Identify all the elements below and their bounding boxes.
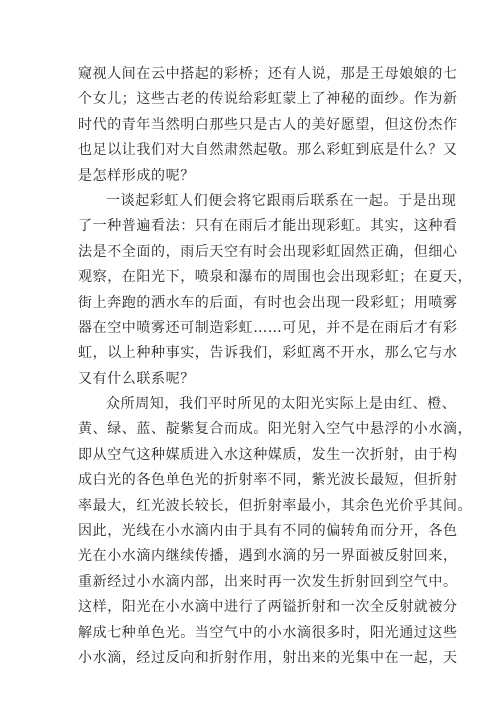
text-line: 众所周知，我们平时所见的太阳光实际上是由红、橙、 [106, 396, 457, 413]
text-line: 虹，以上种种事实，告诉我们，彩虹离不开水，那么它与水 [78, 345, 458, 362]
text-line: 因此，光线在小水滴内由于具有不同的偏转角而分开，各色 [78, 523, 458, 540]
text-line: 器在空中喷雾还可制造彩虹……可见，并不是在雨后才有彩 [78, 319, 458, 336]
text-line: 率最大，红光波长较长，但折射率最小，其余色光价乎其间。 [78, 497, 473, 514]
text-line: 重新经过小水滴内部，出来时再一次发生折射回到空气中。 [78, 573, 458, 590]
text-line: 小水滴，经过反向和折射作用，射出来的光集中在一起，天 [78, 649, 458, 666]
paragraph-3 [78, 392, 473, 671]
text-line: 光在小水滴内继续传播，遇到水滴的另一界面被反射回来， [78, 548, 458, 565]
text-line: 街上奔跑的洒水车的后面，有时也会出现一段彩虹；用喷雾 [78, 294, 458, 311]
paragraph-2 [78, 189, 473, 392]
text-line: 即从空气这种媒质进入水这种媒质，发生一次折射，由于构 [78, 446, 458, 463]
text-line: 这样，阳光在小水滴中进行了两镒折射和一次全反射就被分 [78, 599, 458, 616]
text-line: 个女儿；这些古老的传说给彩虹蒙上了神秘的面纱。作为新 [78, 91, 458, 108]
text-line: 一谈起彩虹人们便会将它跟雨后联系在一起。于是出现 [106, 192, 457, 209]
text-line: 也足以让我们对大自然肃然起敬。那么彩虹到底是什么？又 [78, 142, 458, 159]
text-line: 成白光的各色单色光的折射率不同，紫光波长最短，但折射 [78, 472, 458, 489]
text-line: 观察，在阳光下，喷泉和瀑布的周围也会出现彩虹；在夏天， [78, 269, 473, 286]
paragraph-1 [78, 62, 458, 189]
text-line: 窥视人间在云中搭起的彩桥；还有人说，那是王母娘娘的七 [78, 66, 458, 82]
text-line: 了一种普遍看法：只有在雨后才能出现彩虹。其实，这种看 [78, 218, 458, 235]
text-line: 时代的青年当然明白那些只是古人的美好愿望，但这份杰作 [78, 116, 458, 133]
text-line: 解成七种单色光。当空气中的小水滴很多时，阳光通过这些 [78, 624, 458, 641]
body-text [78, 62, 473, 671]
text-line: 法是不全面的，雨后天空有时会出现彩虹固然正确，但细心 [78, 243, 458, 260]
text-line: 是怎样形成的呢？ [78, 167, 195, 184]
text-line: 黄、绿、蓝、靛紫复合而成。阳光射入空气中悬浮的小水滴， [78, 421, 473, 438]
text-line: 又有什么联系呢？ [78, 370, 195, 387]
